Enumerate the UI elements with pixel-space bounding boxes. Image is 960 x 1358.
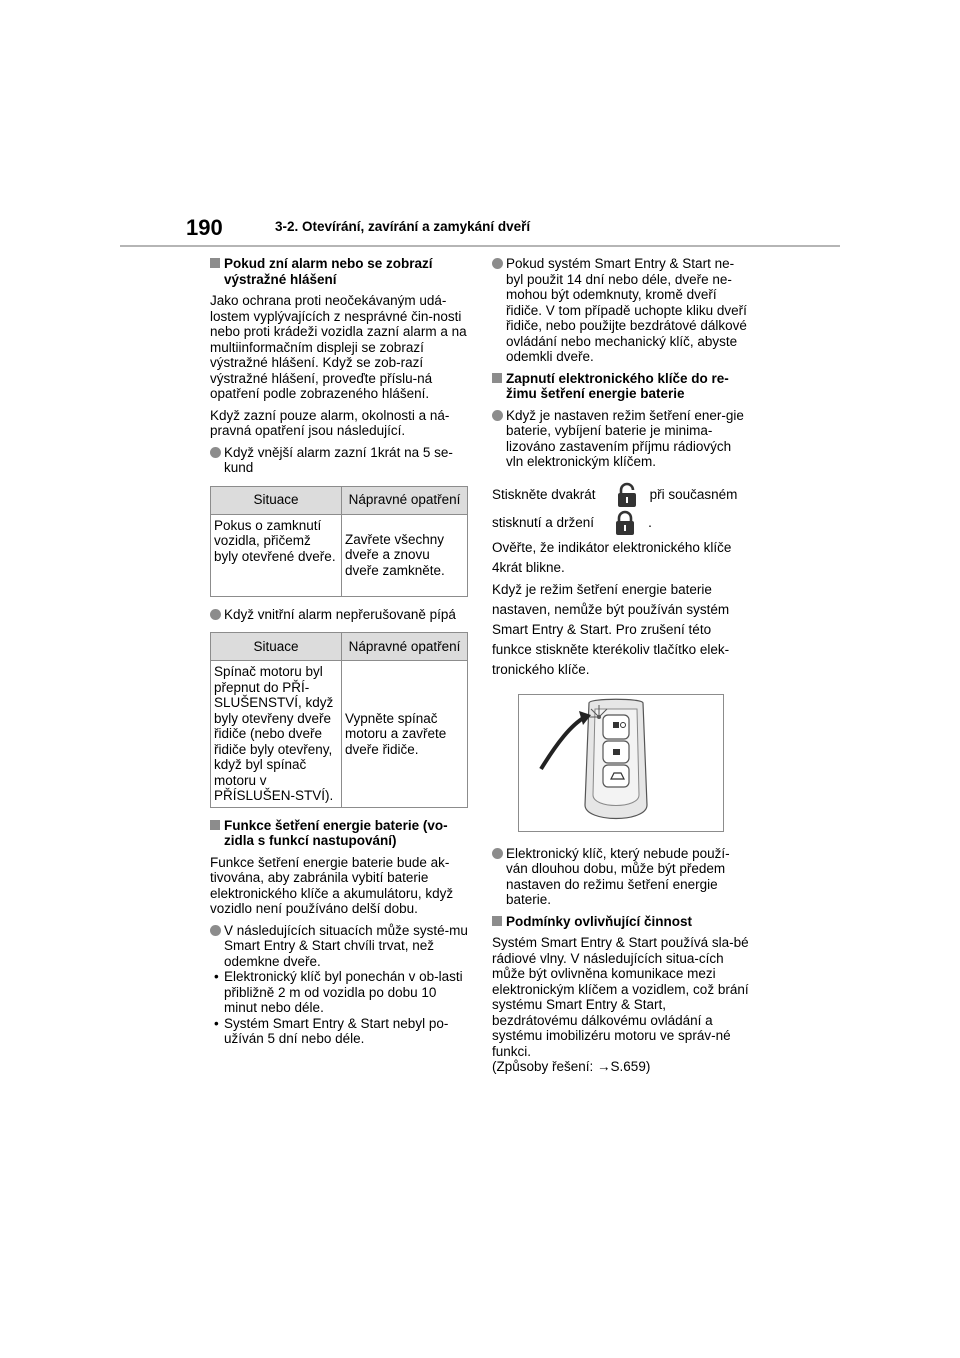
lock-icon [614, 510, 636, 536]
situation-table-external [210, 486, 468, 597]
bullet-item: Když vnitřní alarm nepřerušovaně pípá [210, 607, 468, 623]
heading-alarm: Pokud zní alarm nebo se zobrazí výstražné hlášení [210, 256, 468, 287]
bullet-item: Když vnější alarm zazní 1krát na 5 se-kund [210, 445, 468, 476]
paragraph: Systém Smart Entry & Start používá sla-bé rádiové vlny. V následujících situa-cích může být ovlivněna komunikace mezi elektronickým klíčem a vozidlem, což brání systému Smart Entry & Start, bezdrátovému dálkovému ovládání a systému imobilizéru motoru ve správ-né funkci. [492, 935, 749, 1059]
circle-bullet-icon [210, 609, 221, 620]
page-header [0, 0, 960, 250]
circle-bullet-icon [492, 258, 503, 269]
table-row [211, 661, 468, 808]
table-header-action: Nápravné opatření [342, 486, 468, 514]
table-cell: Vypněte spínač motoru a zavřete dveře řidiče. [342, 661, 468, 808]
instruction-line: Když je režim šetření energie baterie nastaven, nemůže být používán systém Smart Entry & Start. Pro zrušení této funkce stiskněte kterékoliv tlačítko elek-tronického klíče. [492, 581, 730, 677]
smart-key-illustration [518, 694, 724, 832]
square-bullet-icon [492, 373, 502, 383]
smart-key-icon [519, 695, 723, 831]
bullet-item: Elektronický klíč, který nebude použí-ván dlouhou dobu, může být předem nastaven do režimu šetření energie baterie. [492, 846, 750, 908]
header-rule [120, 245, 840, 247]
reference-link[interactable]: (Způsoby řešení: →S.659) [492, 1059, 651, 1075]
table-header-situation: Situace [211, 633, 342, 661]
circle-bullet-icon [492, 410, 503, 421]
bullet-item: Když je nastaven režim šetření ener-gie baterie, vybíjení baterie je minima-lizováno zastavením příjmu rádiových vln elektronickým klíčem. [492, 408, 750, 470]
table-header-action: Nápravné opatření [342, 633, 468, 661]
section-title: 3-2. Otevírání, zavírání a zamykání dveří [275, 219, 531, 234]
instruction-line: Stiskněte dvakrát při současném [492, 482, 750, 508]
table-header-situation: Situace [211, 486, 342, 514]
instruction-line: Ověřte, že indikátor elektronického klíče 4krát blikne. [492, 539, 732, 575]
square-bullet-icon [492, 916, 502, 926]
heading-conditions: Podmínky ovlivňující činnost [492, 914, 750, 930]
paragraph: Funkce šetření energie baterie bude ak-tivována, aby zabránila vybití baterie elektronického klíče a akumulátoru, když vozidlo není používáno delší dobu. [210, 854, 454, 916]
sub-bullet-item: • Elektronický klíč byl ponechán v ob-lasti přibližně 2 m od vozidla po dobu 10 minut nebo déle. [214, 969, 463, 1015]
table-row [211, 514, 468, 596]
square-bullet-icon [210, 820, 220, 830]
sub-bullet-item: • Systém Smart Entry & Start nebyl po-užíván 5 dní nebo déle. [214, 1015, 449, 1046]
heading-key-battery-mode: Zapnutí elektronického klíče do re-žimu šetření energie baterie [492, 371, 750, 402]
table-cell: Zavřete všechny dveře a znovu dveře zamkněte. [342, 514, 468, 596]
left-column [210, 256, 468, 1047]
right-column [492, 256, 750, 1081]
instruction-line: stisknutí a držení . [492, 508, 750, 538]
bullet-item: V následujících situacích může systé-mu Smart Entry & Start chvíli trvat, než odemkne dveře. [210, 923, 468, 970]
paragraph: Jako ochrana proti neočekávaným udá-lostem vyplývajících z nesprávné čin-nosti nebo proti krádeži vozidla zazní alarm a na multiinformačním displeji se zobrazí výstražné hlášení. Když se zob-razí výstražné hlášení, proveďte příslu-ná opatření podle zobrazeného hlášení. [210, 293, 467, 401]
circle-bullet-icon [210, 447, 221, 458]
situation-table-internal [210, 632, 468, 808]
circle-bullet-icon [492, 848, 503, 859]
heading-battery-saving: Funkce šetření energie baterie (vo-zidla s funkcí nastupování) [210, 818, 468, 849]
page-number: 190 [186, 215, 223, 240]
paragraph: Když zazní pouze alarm, okolnosti a ná-pravná opatření jsou následující. [210, 407, 450, 438]
square-bullet-icon [210, 258, 220, 268]
lock-icon [616, 482, 638, 508]
table-cell: Spínač motoru byl přepnut do PŘÍ-SLUŠENSTVÍ, když byly otevřeny dveře řidiče (nebo dveře řidiče byly otevřeny, když byl spínač motoru v PŘÍSLUŠEN-STVÍ). [211, 661, 342, 808]
table-cell: Pokus o zamknutí vozidla, přičemž byly otevřené dveře. [211, 514, 342, 596]
bullet-item: Pokud systém Smart Entry & Start ne-byl použit 14 dní nebo déle, dveře ne-mohou být odemknuty, kromě dveří řidiče. V tom případě uchopte kliku dveří řidiče, nebo použijte bezdrátové dálkové ovládání nebo mechanický klíč, abyste odemkli dveře. [492, 256, 750, 365]
circle-bullet-icon [210, 925, 221, 936]
